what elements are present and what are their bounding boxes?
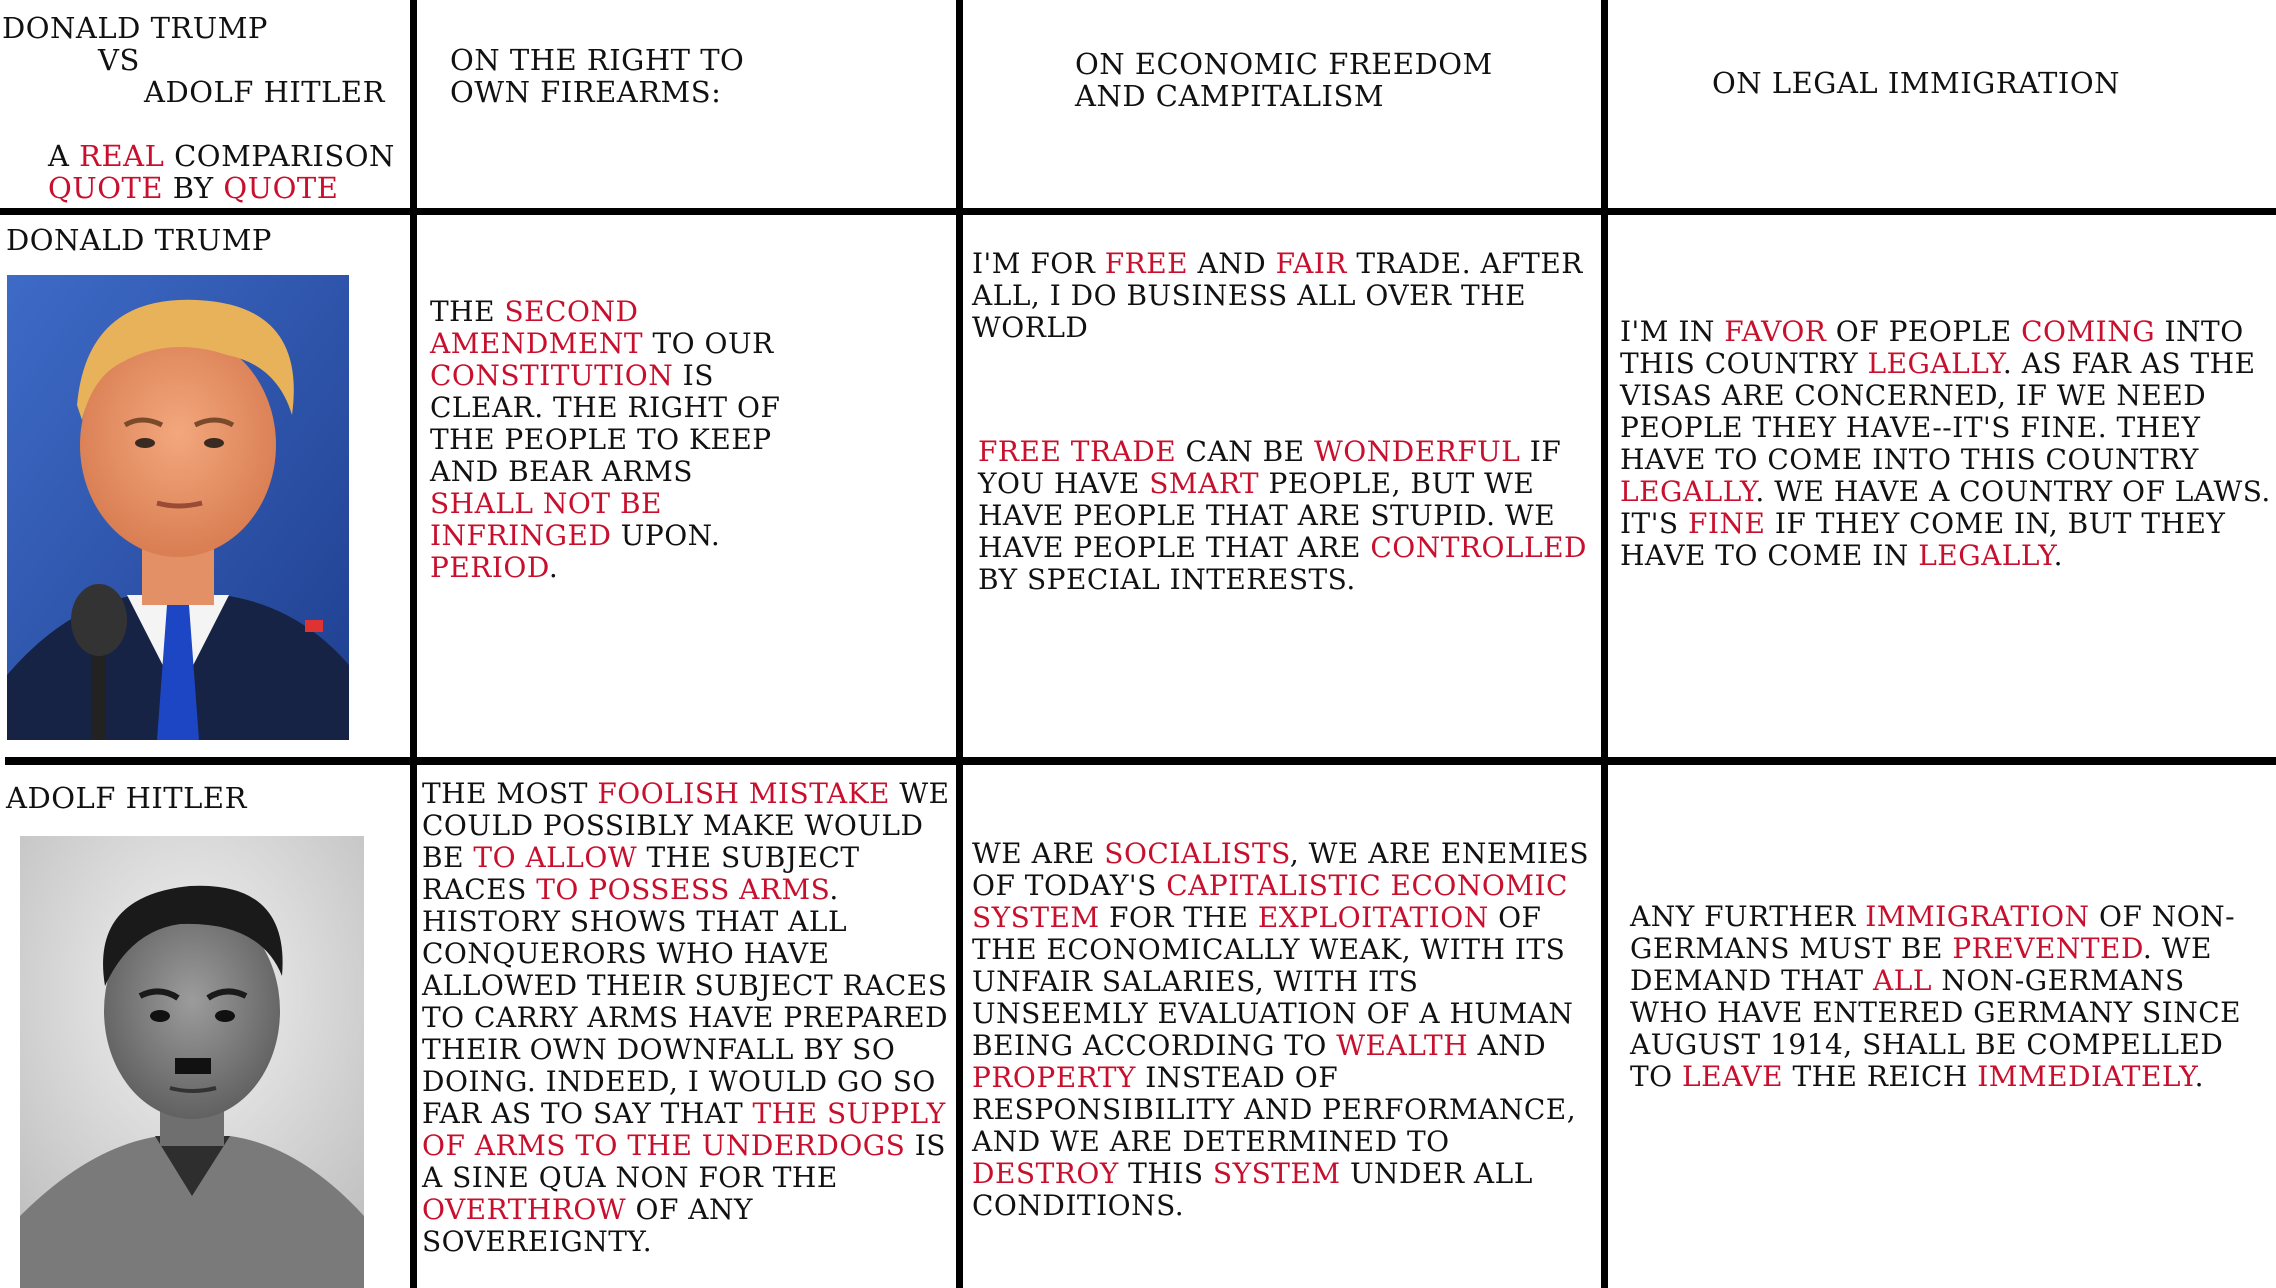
- quote-text: . AS FAR AS THE VISAS ARE CONCERNED, IF WE NEED PEOPLE THEY HAVE--IT'S FINE. THEY HAVE TO COME INTO THIS COUNTRY: [1620, 347, 2256, 476]
- title-text: COMPARISON: [164, 139, 395, 173]
- highlighted-phrase: IMMIGRATION: [1865, 900, 2090, 933]
- highlighted-phrase: FOOLISH MISTAKE: [597, 777, 890, 810]
- highlighted-phrase: DESTROY: [972, 1157, 1119, 1190]
- highlighted-phrase: FAVOR: [1724, 315, 1827, 348]
- highlighted-phrase: ALL: [1873, 964, 1932, 997]
- title-text: BY: [163, 171, 224, 205]
- hitler-portrait: [20, 836, 364, 1288]
- quote-text: THE MOST: [422, 777, 598, 810]
- title-highlight: QUOTE: [48, 171, 164, 205]
- quote-trump-economics-1: [972, 248, 1597, 344]
- quote-text: I'M FOR: [972, 247, 1105, 280]
- title-line-5: [48, 140, 338, 204]
- title-highlight: QUOTE: [223, 171, 339, 205]
- quote-text: AND: [1468, 1029, 1547, 1062]
- column-header-firearms: ON THE RIGHT TO OWN FIREARMS:: [450, 43, 745, 109]
- grid-line-horizontal-1: [0, 208, 2276, 215]
- trump-portrait-drawing: [7, 275, 349, 740]
- quote-text: PEOPLE, BUT WE HAVE PEOPLE THAT ARE STUPID. WE HAVE PEOPLE THAT ARE: [978, 467, 1556, 564]
- quote-text: THE REICH: [1783, 1060, 1978, 1093]
- quote-text: TRADE. AFTER ALL, I DO BUSINESS ALL OVER THE WORLD: [972, 247, 1583, 344]
- highlighted-phrase: EXPLOITATION: [1257, 901, 1489, 934]
- quote-text: IS CLEAR. THE RIGHT OF THE PEOPLE TO KEEP AND BEAR ARMS: [430, 359, 781, 488]
- quote-text: IS A SINE QUA NON FOR THE: [422, 1129, 946, 1194]
- highlighted-phrase: OVERTHROW: [422, 1193, 627, 1226]
- quote-text: THIS: [1118, 1157, 1213, 1190]
- title-highlight: REAL: [79, 139, 165, 173]
- trump-portrait: [7, 275, 349, 740]
- highlighted-phrase: LEGALLY: [1918, 539, 2054, 572]
- quote-text: WE ARE: [972, 837, 1105, 870]
- quote-text: I'M IN: [1620, 315, 1725, 348]
- quote-text: , WE ARE ENEMIES OF TODAY'S: [972, 837, 1590, 902]
- column-header-immigration: ON LEGAL IMMIGRATION: [1712, 66, 2120, 100]
- quote-hitler-firearms: [422, 778, 952, 1258]
- quote-text: .: [548, 551, 559, 584]
- highlighted-phrase: SOCIALISTS: [1104, 837, 1290, 870]
- highlighted-phrase: SYSTEM: [1212, 1157, 1341, 1190]
- highlighted-phrase: PROPERTY: [972, 1061, 1136, 1094]
- highlighted-phrase: TO ALLOW: [473, 841, 638, 874]
- highlighted-phrase: LEGALLY: [1867, 347, 2003, 380]
- quote-text: .: [2053, 539, 2063, 572]
- title-line-2: VS: [98, 43, 140, 77]
- highlighted-phrase: CONTROLLED: [1370, 531, 1587, 564]
- column-header-economics: ON ECONOMIC FREEDOM AND CAMPITALISM: [1075, 47, 1493, 113]
- highlighted-phrase: FREE: [1104, 247, 1189, 280]
- quote-text: CAN BE: [1176, 435, 1315, 468]
- quote-trump-firearms: [430, 296, 790, 584]
- highlighted-phrase: WEALTH: [1336, 1029, 1469, 1062]
- highlighted-phrase: FREE TRADE: [978, 435, 1177, 468]
- grid-line-vertical-2: [956, 0, 963, 1288]
- title-line-3: ADOLF HITLER: [144, 75, 385, 109]
- title-line-1: DONALD TRUMP: [2, 11, 268, 45]
- grid-line-vertical-1: [410, 0, 417, 1288]
- quote-trump-economics-2: [978, 436, 1592, 596]
- quote-text: BY SPECIAL INTERESTS.: [978, 563, 1356, 596]
- quote-text: INTO THIS COUNTRY: [1620, 315, 2244, 380]
- highlighted-phrase: WONDERFUL: [1314, 435, 1521, 468]
- quote-text: THE SUBJECT RACES: [422, 841, 860, 906]
- quote-text: OF PEOPLE: [1826, 315, 2022, 348]
- quote-text: TO OUR: [643, 327, 774, 360]
- quote-text: NON-GERMANS WHO HAVE ENTERED GERMANY SINCE AUGUST 1914, SHALL BE COMPELLED TO: [1630, 964, 2242, 1093]
- highlighted-phrase: CAPITALISTIC ECONOMIC SYSTEM: [972, 869, 1568, 934]
- highlighted-phrase: SMART: [1149, 467, 1260, 500]
- quote-hitler-economics: [972, 838, 1597, 1222]
- highlighted-phrase: LEGALLY: [1620, 475, 1756, 508]
- highlighted-phrase: COMING: [2021, 315, 2156, 348]
- quote-text: FOR THE: [1099, 901, 1258, 934]
- highlighted-phrase: FAIR: [1275, 247, 1347, 280]
- highlighted-phrase: CONSTITUTION: [430, 359, 674, 392]
- grid-line-horizontal-2: [5, 757, 2276, 765]
- highlighted-phrase: PREVENTED: [1952, 932, 2143, 965]
- quote-text: OF NON-GERMANS MUST BE: [1630, 900, 2236, 965]
- quote-text: .: [2194, 1060, 2204, 1093]
- quote-trump-immigration: [1620, 316, 2272, 572]
- quote-text: . HISTORY SHOWS THAT ALL CONQUERORS WHO HAVE ALLOWED THEIR SUBJECT RACES TO CARRY ARMS HAVE PREPARED THEIR OWN DOWNFALL BY SO DOING. INDEED, I WOULD GO SO FAR AS TO SAY THAT: [422, 873, 949, 1130]
- highlighted-phrase: IMMEDIATELY: [1977, 1060, 2195, 1093]
- quote-text: UPON.: [611, 519, 721, 552]
- highlighted-phrase: PERIOD: [430, 551, 549, 584]
- quote-text: . WE DEMAND THAT: [1630, 932, 2212, 997]
- quote-text: UNDER ALL CONDITIONS.: [972, 1157, 1533, 1222]
- quote-text: OF ANY SOVEREIGNTY.: [422, 1193, 754, 1258]
- quote-text: INSTEAD OF RESPONSIBILITY AND PERFORMANCE, AND WE ARE DETERMINED TO: [972, 1061, 1577, 1158]
- quote-text: OF THE ECONOMICALLY WEAK, WITH ITS UNFAIR SALARIES, WITH ITS UNSEEMLY EVALUATION OF A HUMAN BEING ACCORDING TO: [972, 901, 1574, 1062]
- highlighted-phrase: LEAVE: [1682, 1060, 1784, 1093]
- row-label-trump: DONALD TRUMP: [6, 223, 272, 257]
- quote-text: IF THEY COME IN, BUT THEY HAVE TO COME IN: [1620, 507, 2226, 572]
- quote-text: IF YOU HAVE: [978, 435, 1562, 500]
- quote-text: AND: [1188, 247, 1276, 280]
- row-label-hitler: ADOLF HITLER: [6, 781, 247, 815]
- highlighted-phrase: SECOND AMENDMENT: [430, 295, 644, 360]
- quote-text: WE COULD POSSIBLY MAKE WOULD BE: [422, 777, 950, 874]
- quote-text: ANY FURTHER: [1630, 900, 1866, 933]
- quote-text: THE: [430, 295, 505, 328]
- highlighted-phrase: TO POSSESS ARMS: [536, 873, 830, 906]
- highlighted-phrase: SHALL NOT BE INFRINGED: [430, 487, 662, 552]
- highlighted-phrase: THE SUPPLY OF ARMS TO THE UNDERDOGS: [422, 1097, 946, 1162]
- grid-line-vertical-3: [1601, 0, 1608, 1288]
- hitler-portrait-drawing: [20, 836, 364, 1288]
- quote-text: . WE HAVE A COUNTRY OF LAWS. IT'S: [1620, 475, 2271, 540]
- quote-hitler-immigration: [1630, 901, 2270, 1093]
- title-text: A: [48, 139, 80, 173]
- highlighted-phrase: FINE: [1688, 507, 1766, 540]
